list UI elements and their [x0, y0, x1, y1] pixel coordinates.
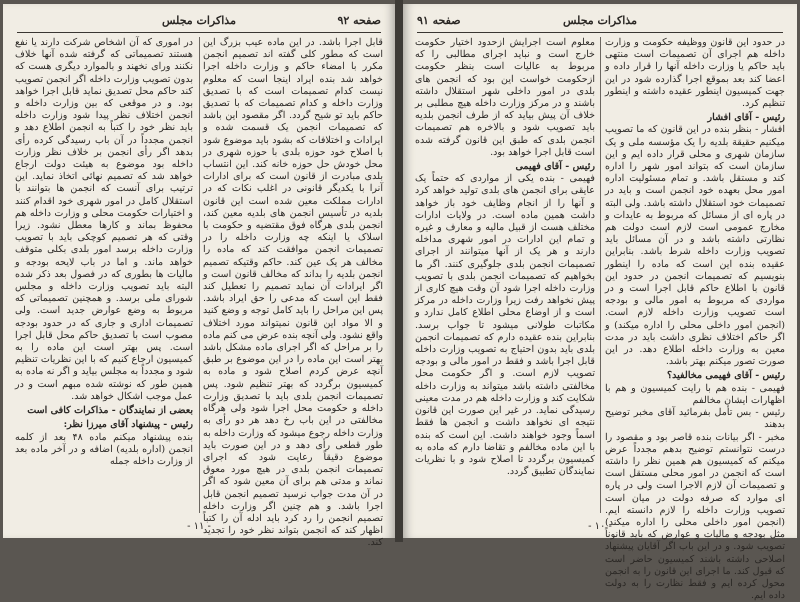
paragraph: در حدود این قانون ووظیفه حکومت و وزارت داخله هم اجرای آن تصمیمات است منتهی باید حاکم یا وزارت داخله آنها را قرار داده و اعضا کند بعد بموقع اجرا گذارده شود در این جهت کمیسیون اینطور عقیده داشته و اینطور تنظیم کرد. — [605, 37, 785, 110]
paragraph: مخبر - اگر بیانات بنده قاصر بود و مقصود را درست نتوانستم توضیح بدهم مجدداً عرض میکنم که کمیسیون هم همین نظر را داشته است که انجمن در امور محلی مستقل است و تصمیمات آن لازم الاجرا است ولی در پاره ای موارد که صرفه دولت در میان است تصویب وزارت داخله را لازم دانسته ایم. (انجمن امور داخلی محلی را اداره میکند) مثل بودجه و مالیات و عوارض که باید قانوناً تصویب شود. و در این باب اگر آقایان پیشنهاد اصلاحی داشته باشند کمیسیون حاضر است که قبول کند. ما اجرای این قانون را به انجمن محول کرده ایم و فقط نظارت را به دولت داده ایم. — [605, 432, 785, 602]
speaker-line: رئیس - پیشنهاد آقای میرزا نظر: — [15, 419, 193, 431]
paragraph: معلوم است اجرایش ازحدود اختیار حکومت خارج است و نباید اجرای مطالبی را که مربوط به عالیات است بنظر حکومت ازحکومت خواست این بود که انجمن های بلدی در امور داخلی شهر استقلال داشته باشند و در مرکز وزارت داخله هیچ مطلبی بر خلاف آن پیش بیاید که از طرف انجمن بلدیه باید تصویب شود و بالاخره هم تصمیمات انجمن بلدی که طبق این قانون گرفته شده است قابل اجرا خواهد بود. — [415, 37, 595, 159]
paragraph: فهیمی - بنده یکی از مواردی که حتماً یک عایقی برای انجمن های بلدی تولید خواهد کرد و آنها را از انجام وظایف خود باز خواهد داشت همین ماده است. در ولایات ادارات مختلف هست از قبیل مالیه و معارف و غیره و تمام این ادارات در امور شهری مداخله دارند و هر یک از آنها میتوانند از اجرای تصمیمات انجمن بلدی جلوگیری کنند. اگر ما بخواهیم که تصمیمات انجمن بلدی با تصویب وزارت داخله اجرا شود آن وقت هیچ کاری از پیش نخواهد رفت زیرا وزارت داخله در مرکز است و از اوضاع محلی اطلاع کامل ندارد و مکاتبات طولانی میشود تا جواب برسد. بنابراین بنده عقیده دارم که تصمیمات انجمن بلدی باید بدون احتیاج به تصویب وزارت داخله قابل اجرا باشد و فقط در امور مالی و بودجه تصویب لازم است. و اگر حکومت محل مخالفتی داشته باشد میتواند به وزارت داخله شکایت کند و وزارت داخله هم در مدت معینی رسیدگی نماید. در غیر این صورت این قانون نتیجه ای نخواهد داشت و انجمن ها فقط اسماً وجود خواهند داشت. این است که بنده با این ماده مخالفم و تقاضا دارم که ماده به کمیسیون برگردد تا اصلاح شود و با نظریات نمایندگان تطبیق گردد. — [415, 173, 595, 478]
speaker-line: رئیس - آقای فهیمی مخالفید؟ — [605, 370, 785, 382]
paragraph: بنده پیشنهاد میکنم ماده ۴۸ بعد از کلمه انجمن (اداره بلدیه) اضافه و در آخر ماده بعد از وزارت داخله جمله — [15, 432, 193, 469]
paragraph: افشار - بنظر بنده در این قانون که ما تصویب میکنیم حقیقة بلدیه را یک مؤسسه ملی و یک سازمان شهری و محلی قرار داده ایم و این سازمان است که بتواند امور شهر را اداره کند و مستقل باشد. و تمام مسئولیت اداره امور محل بعهده خود انجمن است و باید در تصمیمات خود استقلال داشته باشد. ولی البته در پاره ای از مسائل که مربوط به عایدات و مخارج عمومی است لازم است دولت هم نظارتی داشته باشد و در آن مسائل باید تصویب وزارت داخله شرط باشد. بنابراین عقیده بنده این است که ماده را اینطور بنویسیم که تصمیمات انجمن در حدود این قانون با اطلاع حاکم قابل اجرا است و در مواردی که مربوط به امور مالی و بودجه است تصویب وزارت داخله لازم است. (انجمن امور داخلی محلی را اداره میکند) و اگر حاکم اختلاف نظری داشت باید در مدت معین به وزارت داخله اطلاع دهد. در این صورت تصور میکنم بهتر باشد. — [605, 124, 785, 368]
left-page-column-right — [203, 37, 383, 515]
speaker-line: رئیس - آقای افشار — [605, 112, 785, 124]
left-page-header — [17, 14, 381, 30]
right-page-column-right — [605, 37, 785, 515]
right-page — [403, 4, 797, 538]
left-page-column-left — [15, 37, 193, 515]
right-page-label: صفحه ۹۱ — [417, 14, 461, 27]
right-column-divider — [600, 37, 601, 513]
right-header-rule — [417, 32, 783, 33]
left-page-folio: - ۱۱ - — [3, 521, 395, 532]
right-page-folio: - ۱۰ - — [403, 521, 797, 532]
speaker-line: بعضی از نمایندگان - مذاکرات کافی است — [15, 405, 193, 417]
paragraph: در اموری که آن اشخاص شرکت دارند یا نفع هستند تصمیماتی که گرفته شده آنها خلاف نکنند ورای نخهند و بالموارد دیگری هست که بدون تصویب وزارت داخله اگر انجمن تصویب کند حاکم محل تصدیق نماید قابل اجرا خواهد بود. و در موقعی که بین وزارت داخله و انجمن اختلاف نظر پیدا شود وزارت داخله باید نظر خود را کتباً به انجمن اطلاع دهد و انجمن مجدداً در آن باب رسیدگی کرده رأی بدهد اگر رأی انجمن بر خلاف نظر وزارت داخله بود موضوع به هیئت دولت ارجاع خواهد شد که تصمیم نهائی اتخاذ نماید. این ترتیب برای آنست که انجمن ها بتوانند با استقلال کامل در امور شهری خود اقدام کنند و اختیارات حکومت محلی و وزارت داخله هم محفوظ بماند و کارها معطل نشود. زیرا وقتی که هر تصمیم کوچکی باید با تصویب وزارت داخله برسد امور بلدی بکلی متوقف خواهد ماند. و اما در باب لایحه بودجه و مالیات ها بطوری که در فصول بعد ذکر شده البته باید تصویب وزارت داخله و مجلس شورای ملی برسد. و همچنین تصمیماتی که مربوط به وضع عوارض جدید است. ولی تصمیمات اداری و جاری که در حدود بودجه مصوب است با تصدیق حاکم محل قابل اجرا است. پس بهتر است این ماده را به کمیسیون ارجاع کنیم که با این نظریات تنظیم شود و مجدداً به مجلس بیاید و اگر نه ماده به همین طور که نوشته شده مبهم است و در عمل موجب اشکال خواهد شد. — [15, 37, 193, 403]
left-header-rule — [17, 32, 381, 33]
paragraph: فهیمی - بنده هم با رایت کمیسیون و هم با اظهارات ایشان مخالفم — [605, 383, 785, 407]
paragraph: رئیس - بس تأمل بفرمائید آقای مخبر توضیح بدهند — [605, 407, 785, 431]
left-page — [3, 4, 395, 538]
left-running-title: مذاکرات مجلس — [17, 14, 381, 27]
left-page-label: صفحه ۹۲ — [337, 14, 381, 27]
book-gutter — [395, 0, 403, 542]
right-page-column-left — [415, 37, 595, 515]
right-page-header — [417, 14, 783, 30]
left-column-divider — [199, 37, 200, 513]
right-running-title: مذاکرات مجلس — [417, 14, 783, 27]
speaker-line: رئیس - آقای فهیمی — [415, 161, 595, 173]
paragraph: قابل اجرا باشد. در این ماده عیب بزرگ این است که مطور کلی گفته اند تصمیم انجمن مکرر با امضاء حاکم و وزارت داخله اجرا خواهد شد بنده ایراد اینجا است که معلوم نیست کدام تصمیمات است که با تصدیق وزارت داخله و کدام تصمیمات که با تصدیق حاکم باید تو شیح گردد. اگر مقصود این باشد که تصمیمات انجمن یک قسمت شده و ایرادات و اختلافات که بشود باید موضوع شود با اصلاح خود حوزه بلدی با حوزه شهری در محل خودش حل حوزه خانه کند. این انتساب بلدی مبادرت از قانون است که برای ادارات آنرا با یکدیگر قانونی در اغلب نکات که در ادارات مملکت معین شده است این قانون بلدیه در تأسیس انجمن های بلدیه معین کند، انجمن بلدی هرگاه فوق مقتضیه و حکومت با اسلاک یا اینکه چه وزارت داخله را در تصمیمات انجمن موافقت کند که ماده را مخالف هر یک عین کند. حاکم وقتیکه تصمیم انجمن بلدیه را بداند که مخالف قانون است و اگر ایرادات آن نماید تصمیم را تعطیل کند فقط این است که مدعی را حق ایراد باشد. پس این مراحل را باید کامل توجه و وضع کنید و الا مواد این قانون نمیتواند مورد اختلاف واقع نشود. ولی آنچه بنده عرض می کنم ماده را بر مراحل که اگر اجرای ماده مشکل باشد بهتر است این ماده را در این موضوع بر طبق آنچه عرض کردم اصلاح شود و ماده به کمیسیون برگردد که بهتر تنظیم شود. پس تصمیمات انجمن بلدی باید با تصدیق وزارت داخله و حکومت محل اجرا شود ولی هرگاه مخالفتی در این باب رخ دهد هر دو رأی به وزارت داخله رجوع میشود که وزارت داخله به طور قطعی رأی دهد و در این صورت باید موضوع دقیقاً رعایت شود که اجرای تصمیمات انجمن بلدی در هیچ مورد معوق نماند و مدتی هم برای آن معین شود که اگر در آن مدت جواب نرسید تصمیم انجمن قابل اجرا باشد. و هم چنین اگر وزارت داخله تصمیم انجمن را رد کرد باید ادله آن را کتباً اظهار کند که انجمن بتواند نظر خود را تجدید کند. — [203, 37, 383, 550]
